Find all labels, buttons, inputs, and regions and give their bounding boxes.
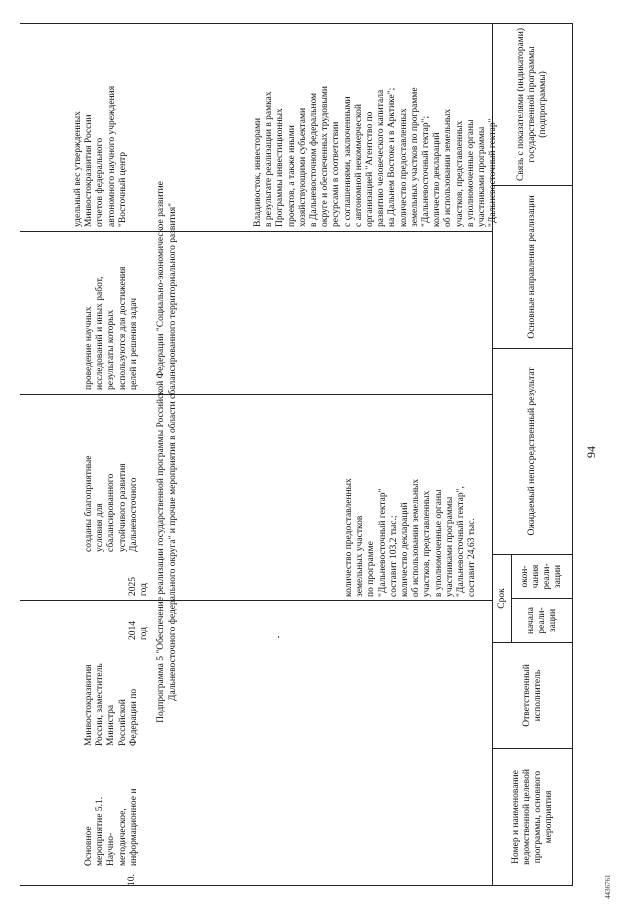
table-header [492, 23, 573, 886]
top-link-text: Владивосток, инвесторами в результате реализации в рамках Программы инвестиционных проектов, а также иными хозяйствующими субъектами в Дальневосточном федеральном округе и обеспеченных трудовыми ресурсами в соответствии с соглашениями, заключенными с автономной некоммерческой организацией "Агентство по развитию человеческого капитала на Дальнем Востоке и в Арктике"; количество предоставленных земельных участков по программе "Дальневосточный гектар"; количество деклараций об использовании земельных участков, представленных в уполномоченные органы участниками программы "Дальневосточный гектар" [253, 85, 499, 227]
col-border-before-result [20, 600, 492, 601]
row10-number: 10. [127, 874, 137, 886]
row10-indicator-link: удельный вес утвержденных Минвостокразвития России отчетов федерального автономного научного учреждения "Восточный центр [73, 85, 128, 227]
subprogram-title: Подпрограмма 5 "Обеспечение реализации государственной программы Российской Федерации "Социально-экономическое развитие Дальневосточного федерального округа" и прочие мероприятия в области сбалансированного территориального развития" [156, 181, 178, 723]
page-number: 94 [584, 446, 598, 458]
col-border-left [20, 885, 492, 886]
col-border-before-directions [20, 394, 492, 395]
header-directions: Основные направления реализации [493, 185, 573, 348]
header-end: окон-чания реали-зации [512, 554, 573, 598]
scan-mark [278, 636, 279, 638]
row10-name: Основное мероприятие 5.1. Научно- методическое, информационное и [84, 788, 139, 866]
header-term: Срок [493, 554, 512, 642]
row10-directions: проведение научных исследований и иных работ, результаты которых используются для достижения целей и решения задач [84, 266, 139, 390]
col-border-right [20, 23, 492, 24]
row10-executor: Минвостокразвития России, заместитель Министра Российской Федерации по [84, 663, 139, 746]
row10-start: 2014 год [128, 621, 150, 640]
rotated-page [20, 16, 625, 899]
row10-end: 2025 год [128, 577, 150, 596]
header-indicator-link: Связь с показателями (индикаторами) государственной программы (подпрограммы) [493, 23, 573, 185]
header-number-name: Номер и наименование ведомственной целевой программы, основного мероприятия [493, 749, 573, 886]
document-number: 4436761 [604, 874, 612, 899]
row10-result: созданы благоприятные условия для сбалансированного устойчивого развития Дальневосточного [84, 455, 139, 552]
header-start: начала реали-зации [512, 599, 573, 643]
header-expected-result: Ожидаемый непосредственный результат [493, 348, 573, 554]
top-result-text: количество предоставленных земельных участков по программе "Дальневосточный гектар" составит 103,2 тыс.; количество деклараций об использовании земельных участков, представленных в уполномоченные органы участниками программы "Дальневосточный гектар", составит 24,63 тыс. [344, 478, 478, 597]
header-executor: Ответственный исполнитель [493, 643, 573, 749]
